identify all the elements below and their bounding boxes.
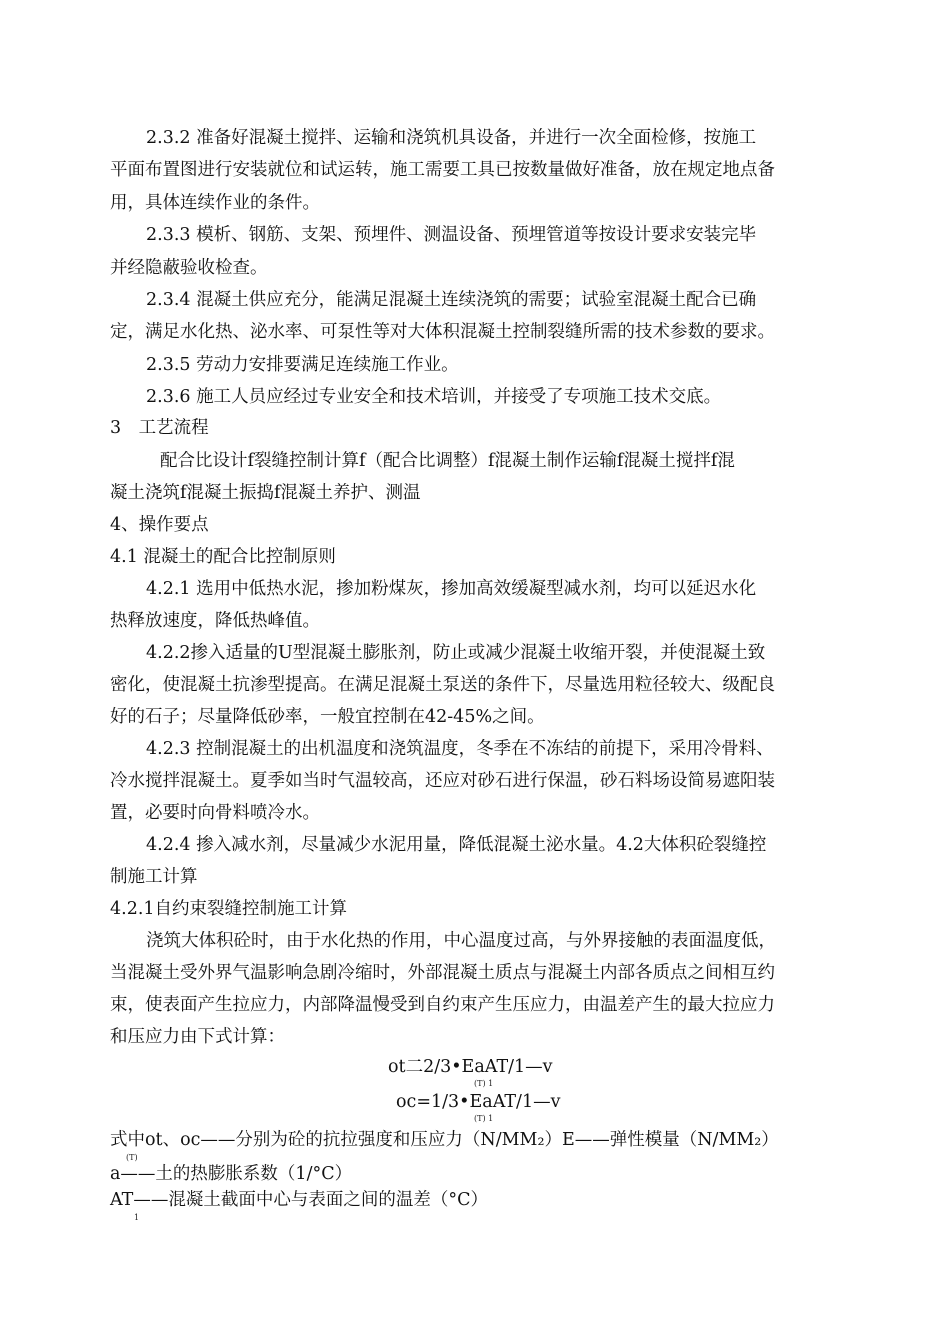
heading-3: 3 工艺流程 (110, 418, 209, 438)
para-4-2-4-line-1: 4.2.4 掺入减水剂，尽量减少水泥用量，降低混凝土泌水量。4.2大体积砼裂缝控 (146, 835, 767, 855)
para-4-2-2-line-3: 好的石子；尽量降低砂率，一般宜控制在42-45%之间。 (110, 707, 545, 727)
formula-compressive-subscript: (T) 1 (474, 1114, 494, 1123)
body-para-line-1: 浇筑大体积砼时，由于水化热的作用，中心温度过高，与外界接触的表面温度低， (146, 931, 776, 951)
para-4-2-3-line-2: 冷水搅拌混凝土。夏季如当时气温较高，还应对砂石进行保温，砂石料场设简易遮阳装 (110, 771, 775, 791)
para-2-3-2-line-3: 用，具体连续作业的条件。 (110, 193, 320, 213)
heading-4: 4、操作要点 (110, 515, 209, 535)
legend-subscript-1: 1 (134, 1213, 140, 1222)
para-4-2-2-line-2: 密化，使混凝土抗渗型提高。在满足混凝土泵送的条件下，尽量选用粒径较大、级配良 (110, 675, 775, 695)
para-4-2-3-line-1: 4.2.3 控制混凝土的出机温度和浇筑温度，冬季在不冻结的前提下，采用冷骨料、 (146, 739, 774, 759)
legend-at: AT——混凝土截面中心与表面之间的温差（°C） (110, 1190, 488, 1210)
formula-compressive: oc=1/3•EaAT/1—v (396, 1092, 561, 1112)
formula-tensile: ot二2/3•EaAT/1—v (388, 1057, 553, 1077)
para-2-3-4-line-1: 2.3.4 混凝土供应充分，能满足混凝土连续浇筑的需要；试验室混凝土配合已确 (146, 290, 757, 310)
formula-tensile-subscript: (T) 1 (474, 1079, 494, 1088)
body-para-line-2: 当混凝土受外界气温影响急剧冷缩时，外部混凝土质点与混凝土内部各质点之间相互约 (110, 963, 775, 983)
legend-subscript-t: (T) (126, 1153, 138, 1162)
process-flow-line-2: 凝土浇筑f混凝土振捣f混凝土养护、测温 (110, 483, 421, 503)
para-4-2-4-line-2: 制施工计算 (110, 867, 198, 887)
para-2-3-6: 2.3.6 施工人员应经过专业安全和技术培训，并接受了专项施工技术交底。 (146, 387, 722, 407)
para-2-3-3-line-1: 2.3.3 模析、钢筋、支架、预埋件、测温设备、预埋管道等按设计要求安装完毕 (146, 225, 757, 245)
para-4-2-1-line-1: 4.2.1 选用中低热水泥，掺加粉煤灰，掺加高效缓凝型减水剂，均可以延迟水化 (146, 579, 757, 599)
legend-ot-oc-e: 式中ot、oc——分别为砼的抗拉强度和压应力（N/MM₂）E——弹性模量（N/MM₂） (110, 1130, 779, 1150)
heading-4-2-1: 4.2.1自约束裂缝控制施工计算 (110, 899, 348, 919)
para-2-3-3-line-2: 并经隐蔽验收检查。 (110, 258, 268, 278)
body-para-line-4: 和压应力由下式计算： (110, 1027, 285, 1047)
para-2-3-2-line-1: 2.3.2 准备好混凝土搅拌、运输和浇筑机具设备，并进行一次全面检修，按施工 (146, 128, 757, 148)
process-flow-line-1: 配合比设计f裂缝控制计算f（配合比调整）f混凝土制作运输f混凝土搅拌f混 (160, 451, 735, 471)
para-2-3-5: 2.3.5 劳动力安排要满足连续施工作业。 (146, 355, 459, 375)
para-4-2-2-line-1: 4.2.2掺入适量的U型混凝土膨胀剂，防止或减少混凝土收缩开裂，并使混凝土致 (146, 643, 766, 663)
para-4-2-1-line-2: 热释放速度，降低热峰值。 (110, 611, 320, 631)
heading-4-1: 4.1 混凝土的配合比控制原则 (110, 547, 336, 567)
body-para-line-3: 束，使表面产生拉应力，内部降温慢受到自约束产生压应力，由温差产生的最大拉应力 (110, 995, 775, 1015)
legend-a: a——土的热膨胀系数（1/°C） (110, 1164, 353, 1184)
para-2-3-2-line-2: 平面布置图进行安装就位和试运转，施工需要工具已按数量做好准备，放在规定地点备 (110, 160, 775, 180)
para-2-3-4-line-2: 定，满足水化热、泌水率、可泵性等对大体积混凝土控制裂缝所需的技术参数的要求。 (110, 322, 775, 342)
para-4-2-3-line-3: 置，必要时向骨料喷冷水。 (110, 803, 320, 823)
